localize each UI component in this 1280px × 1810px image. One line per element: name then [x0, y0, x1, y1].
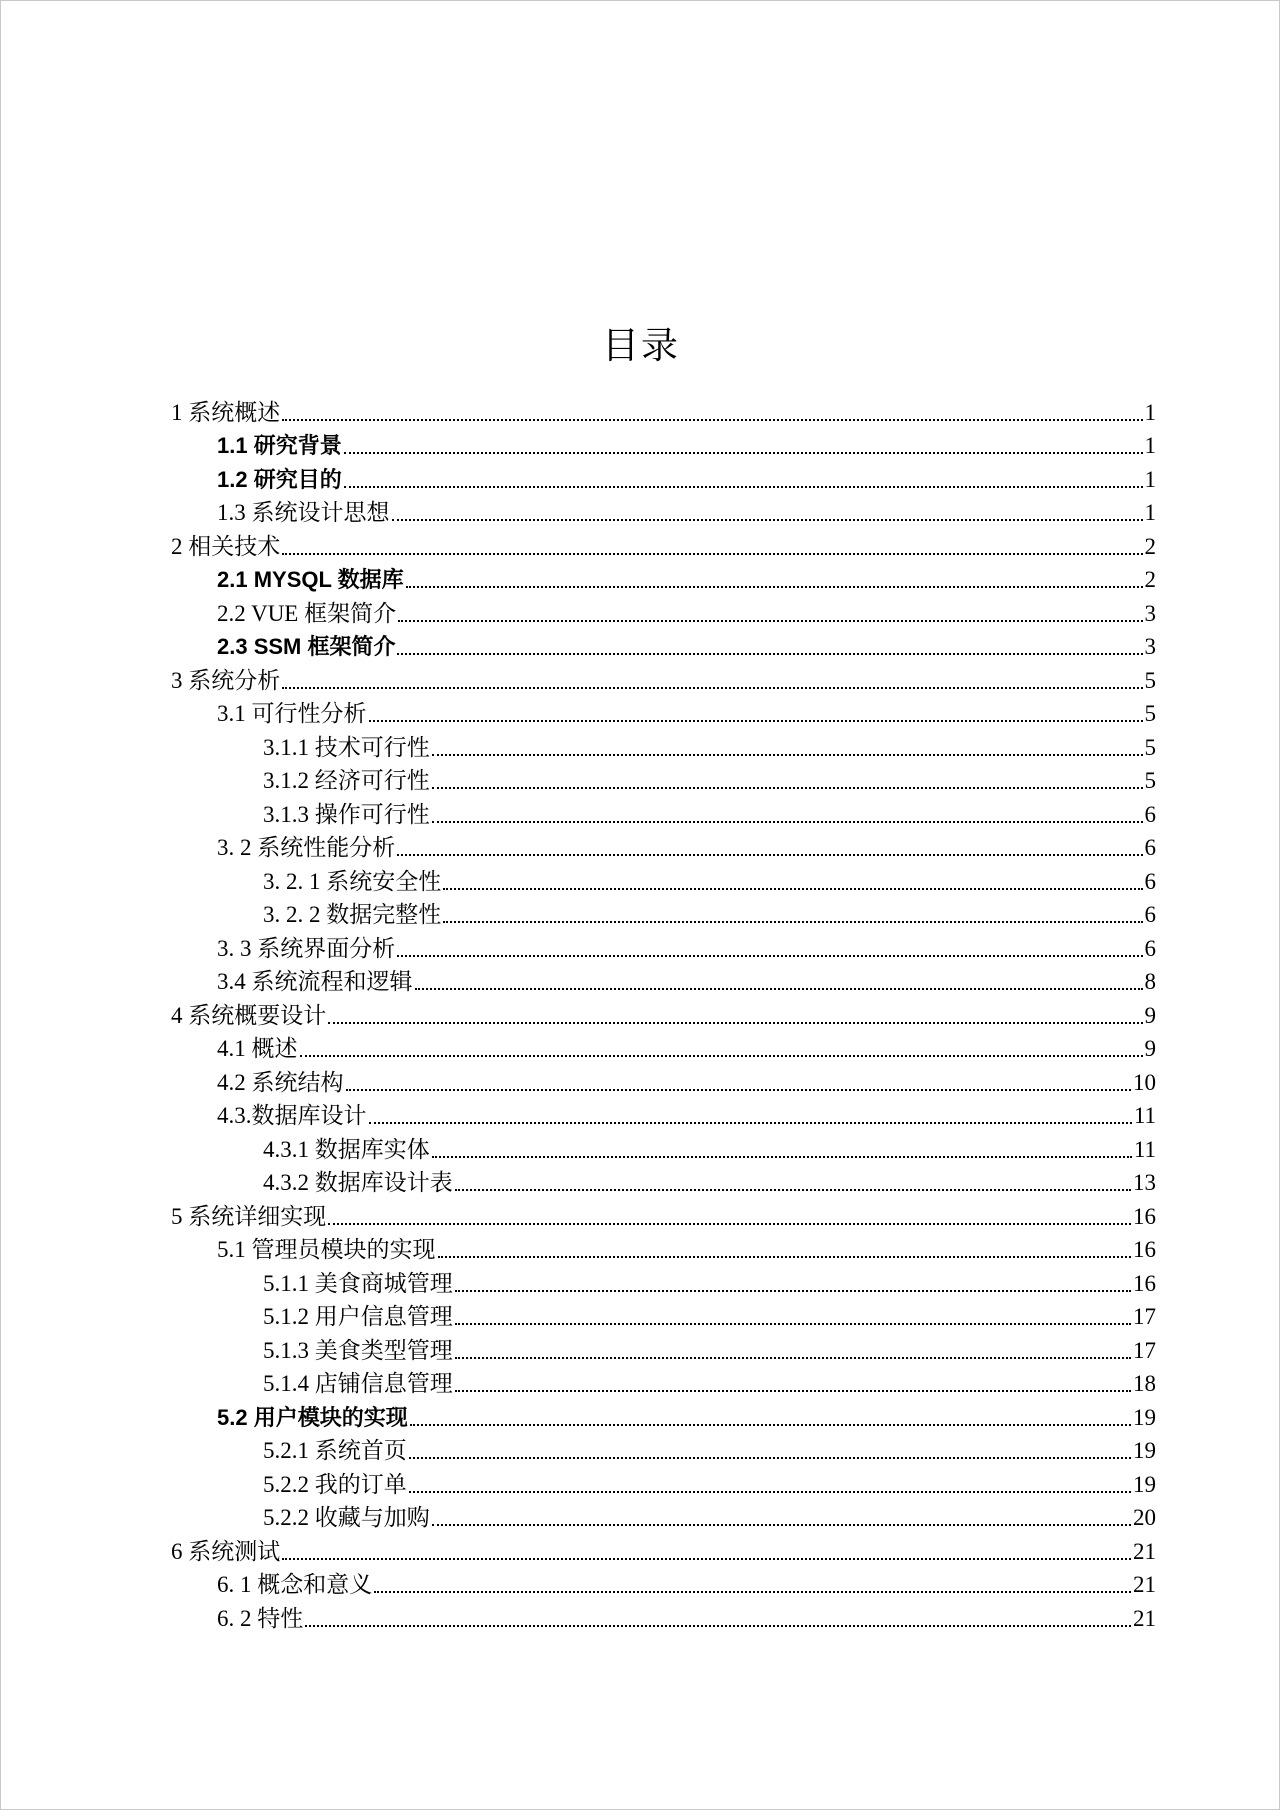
- toc-page-number: 6: [1144, 801, 1156, 827]
- toc-entry[interactable]: [171, 427, 1156, 461]
- toc-entry-title: 5.1 管理员模块的实现: [217, 1237, 436, 1262]
- toc-page-number: 3: [1144, 634, 1156, 659]
- toc-entry[interactable]: [171, 728, 1156, 762]
- toc-entry-title: 5.1.4 店铺信息管理: [263, 1371, 453, 1396]
- toc-entry-title: 4.2 系统结构: [217, 1069, 344, 1095]
- toc-entry-title: 5.2.1 系统首页: [263, 1438, 407, 1463]
- toc-page-number: 19: [1133, 1404, 1156, 1430]
- toc-page-number: 3: [1144, 600, 1156, 626]
- toc-dot-leader: [438, 1255, 1132, 1258]
- toc-entry-title: 4.1 概述: [217, 1036, 298, 1061]
- toc-entry[interactable]: [171, 829, 1156, 863]
- toc-entry[interactable]: [171, 460, 1156, 494]
- toc-page-number: 6: [1144, 868, 1156, 894]
- toc-dot-leader: [300, 1054, 1143, 1057]
- toc-entry-title: 4 系统概要设计: [171, 1002, 327, 1028]
- toc-entry-title: 3. 3 系统界面分析: [217, 935, 396, 961]
- toc-title: 目录: [602, 324, 680, 367]
- toc-entry-title: 3.4 系统流程和逻辑: [217, 969, 413, 994]
- toc-entry-title: 3.1.3 操作可行性: [263, 801, 430, 827]
- toc-entry[interactable]: [171, 1331, 1156, 1365]
- toc-entry[interactable]: [171, 561, 1156, 595]
- toc-page-number: 11: [1133, 1103, 1156, 1128]
- toc-page-number: 10: [1133, 1069, 1156, 1095]
- toc-entry[interactable]: [171, 1164, 1156, 1198]
- toc-page-number: 9: [1144, 1002, 1156, 1028]
- toc-entry[interactable]: [171, 1097, 1156, 1131]
- toc-page-number: 1: [1144, 466, 1156, 492]
- toc-entry[interactable]: [171, 1231, 1156, 1265]
- toc-dot-leader: [397, 652, 1142, 655]
- toc-dot-leader: [406, 585, 1143, 588]
- toc-entry-title: 6. 2 特性: [217, 1605, 304, 1631]
- toc-dot-leader: [398, 619, 1142, 622]
- toc-dot-leader: [432, 1155, 1132, 1158]
- toc-entry-title: 2.3 SSM 框架简介: [217, 634, 396, 659]
- toc-entry[interactable]: [171, 594, 1156, 628]
- toc-page-number: 1: [1144, 399, 1156, 425]
- toc-entry[interactable]: [171, 862, 1156, 896]
- toc-entry[interactable]: [171, 1566, 1156, 1600]
- toc-page-number: 21: [1133, 1538, 1156, 1564]
- toc-dot-leader: [344, 485, 1143, 488]
- toc-dot-leader: [432, 753, 1143, 756]
- toc-page-number: 19: [1133, 1471, 1156, 1497]
- toc-entry[interactable]: [171, 996, 1156, 1030]
- toc-dot-leader: [346, 1088, 1132, 1091]
- toc-entry[interactable]: [171, 762, 1156, 796]
- toc-entry[interactable]: [171, 1130, 1156, 1164]
- toc-page-number: 5: [1144, 768, 1156, 793]
- toc-entry-title: 4.3.2 数据库设计表: [263, 1170, 453, 1195]
- toc-page-number: 6: [1144, 835, 1156, 860]
- toc-page-number: 5: [1144, 701, 1156, 726]
- toc-page-number: 16: [1133, 1270, 1156, 1296]
- toc-entry[interactable]: [171, 628, 1156, 662]
- toc-dot-leader: [455, 1356, 1131, 1359]
- toc-dot-leader: [397, 853, 1142, 856]
- toc-entry-title: 5.2.2 我的订单: [263, 1471, 407, 1497]
- toc-dot-leader: [432, 1523, 1131, 1526]
- toc-dot-leader: [397, 954, 1142, 957]
- toc-entry-title: 5.1.1 美食商城管理: [263, 1270, 453, 1296]
- toc-page-number: 6: [1144, 935, 1156, 961]
- toc-entry-title: 2 相关技术: [171, 533, 281, 559]
- toc-entry[interactable]: [171, 1599, 1156, 1633]
- toc-entry-title: 4.3.数据库设计: [217, 1103, 367, 1128]
- toc-dot-leader: [344, 451, 1143, 454]
- toc-page-number: 16: [1133, 1237, 1156, 1262]
- toc-entry[interactable]: [171, 1532, 1156, 1566]
- toc-page-number: 1: [1144, 433, 1156, 458]
- table-of-contents: [171, 393, 1156, 1633]
- toc-dot-leader: [374, 1590, 1131, 1593]
- toc-dot-leader: [455, 1188, 1131, 1191]
- toc-page-number: 2: [1144, 533, 1156, 559]
- toc-entry-title: 3. 2. 1 系统安全性: [263, 868, 442, 894]
- toc-dot-leader: [282, 552, 1142, 555]
- toc-page-number: 6: [1144, 902, 1156, 927]
- toc-page-number: 2: [1144, 567, 1156, 592]
- toc-entry-title: 2.2 VUE 框架简介: [217, 600, 397, 626]
- toc-page-number: 21: [1133, 1572, 1156, 1597]
- toc-dot-leader: [443, 887, 1142, 890]
- toc-page-number: 18: [1133, 1371, 1156, 1396]
- toc-entry-title: 3. 2 系统性能分析: [217, 835, 396, 860]
- toc-dot-leader: [410, 1423, 1131, 1426]
- toc-entry-title: 5.2 用户模块的实现: [217, 1404, 408, 1430]
- toc-entry-title: 3.1.1 技术可行性: [263, 734, 430, 760]
- toc-dot-leader: [369, 719, 1143, 722]
- toc-entry-title: 1.3 系统设计思想: [217, 500, 390, 525]
- toc-page-number: 5: [1144, 734, 1156, 760]
- toc-entry[interactable]: [171, 1264, 1156, 1298]
- toc-dot-leader: [328, 1021, 1142, 1024]
- toc-entry[interactable]: [171, 695, 1156, 729]
- toc-dot-leader: [369, 1121, 1132, 1124]
- toc-dot-leader: [455, 1389, 1131, 1392]
- toc-dot-leader: [455, 1322, 1131, 1325]
- toc-dot-leader: [328, 1222, 1131, 1225]
- toc-entry-title: 3. 2. 2 数据完整性: [263, 902, 442, 927]
- toc-page-number: 21: [1133, 1605, 1156, 1631]
- toc-dot-leader: [282, 418, 1142, 421]
- toc-entry-title: 1.1 研究背景: [217, 433, 342, 458]
- toc-entry-title: 6. 1 概念和意义: [217, 1572, 373, 1597]
- toc-entry-title: 3 系统分析: [171, 667, 281, 693]
- toc-entry[interactable]: [171, 963, 1156, 997]
- toc-entry[interactable]: [171, 1465, 1156, 1499]
- toc-page-number: 13: [1133, 1170, 1156, 1195]
- toc-entry-title: 1 系统概述: [171, 399, 281, 425]
- toc-entry-title: 5.1.3 美食类型管理: [263, 1337, 453, 1363]
- toc-entry[interactable]: [171, 795, 1156, 829]
- toc-entry[interactable]: [171, 929, 1156, 963]
- toc-dot-leader: [409, 1456, 1131, 1459]
- toc-dot-leader: [409, 1490, 1131, 1493]
- toc-entry[interactable]: [171, 1298, 1156, 1332]
- toc-dot-leader: [443, 920, 1142, 923]
- toc-page-number: 1: [1144, 500, 1156, 525]
- toc-entry-title: 1.2 研究目的: [217, 466, 342, 492]
- toc-entry[interactable]: [171, 1365, 1156, 1399]
- toc-entry[interactable]: [171, 1432, 1156, 1466]
- toc-entry-title: 5.1.2 用户信息管理: [263, 1304, 453, 1329]
- toc-dot-leader: [282, 686, 1142, 689]
- toc-dot-leader: [305, 1624, 1131, 1627]
- toc-entry[interactable]: [171, 661, 1156, 695]
- toc-entry[interactable]: [171, 1063, 1156, 1097]
- toc-dot-leader: [415, 987, 1143, 990]
- toc-entry-title: 3.1 可行性分析: [217, 701, 367, 726]
- toc-page-number: 17: [1133, 1304, 1156, 1329]
- toc-entry-title: 3.1.2 经济可行性: [263, 768, 430, 793]
- toc-entry-title: 5.2.2 收藏与加购: [263, 1505, 430, 1530]
- toc-dot-leader: [455, 1289, 1131, 1292]
- toc-entry[interactable]: [171, 1030, 1156, 1064]
- toc-page-number: 11: [1133, 1136, 1156, 1162]
- toc-entry[interactable]: [171, 1499, 1156, 1533]
- toc-entry-title: 6 系统测试: [171, 1538, 281, 1564]
- toc-entry-title: 5 系统详细实现: [171, 1203, 327, 1229]
- toc-page-number: 20: [1133, 1505, 1156, 1530]
- toc-entry[interactable]: [171, 494, 1156, 528]
- toc-dot-leader: [282, 1557, 1131, 1560]
- toc-page-number: 19: [1133, 1438, 1156, 1463]
- toc-page-number: 5: [1144, 667, 1156, 693]
- toc-entry[interactable]: [171, 527, 1156, 561]
- toc-page-number: 9: [1144, 1036, 1156, 1061]
- toc-page-number: 17: [1133, 1337, 1156, 1363]
- toc-dot-leader: [432, 820, 1143, 823]
- toc-entry[interactable]: [171, 1197, 1156, 1231]
- toc-entry-title: 2.1 MYSQL 数据库: [217, 567, 404, 592]
- toc-dot-leader: [432, 786, 1143, 789]
- toc-entry[interactable]: [171, 896, 1156, 930]
- toc-page-number: 16: [1133, 1203, 1156, 1229]
- toc-entry[interactable]: [171, 393, 1156, 427]
- toc-entry[interactable]: [171, 1398, 1156, 1432]
- toc-entry-title: 4.3.1 数据库实体: [263, 1136, 430, 1162]
- toc-dot-leader: [392, 518, 1143, 521]
- toc-page-number: 8: [1144, 969, 1156, 994]
